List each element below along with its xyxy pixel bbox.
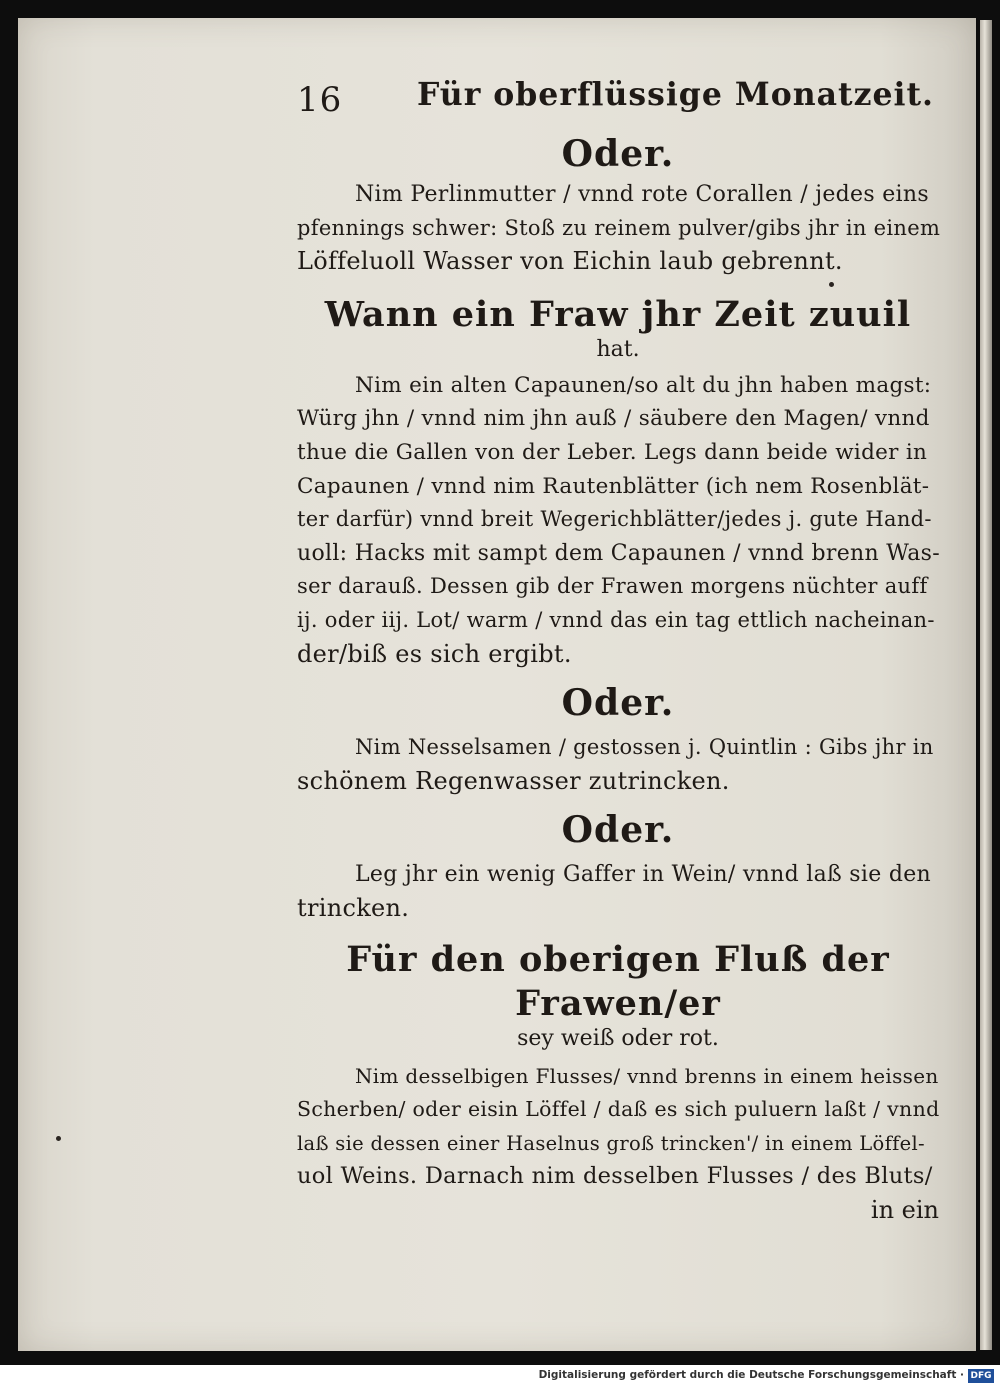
page-number: 16	[297, 80, 343, 120]
catchword: in ein	[870, 1195, 939, 1224]
text-line: ij. oder iij. Lot/ warm / vnnd das ein tag ettlich nacheinan-	[297, 607, 935, 632]
paragraph	[297, 731, 939, 798]
paragraph	[297, 178, 939, 279]
section-heading: Oder.	[561, 809, 675, 852]
text-line: ser darauß. Dessen gib der Frawen morgens nüchter auff	[297, 574, 928, 599]
text-line: schönem Regenwasser zutrincken.	[297, 766, 730, 795]
paragraph	[297, 369, 939, 671]
section-heading: Wann ein Fraw jhr Zeit zuuil	[324, 293, 912, 335]
text-line: Scherben/ oder eisin Löffel / daß es sich puluern laßt / vnnd	[297, 1097, 940, 1122]
section-subheading: sey weiß oder rot.	[517, 1025, 719, 1051]
section-oberigen-fluss	[297, 938, 939, 1228]
section-heading: Oder.	[561, 133, 675, 175]
ink-speck	[829, 282, 834, 287]
text-line: thue die Gallen von der Leber. Legs dann beide wider in	[297, 439, 928, 465]
section-subheading: hat.	[596, 336, 640, 362]
text-line: Löffeluoll Wasser von Eichin laub gebrennt.	[297, 247, 843, 276]
text-line: trincken.	[297, 893, 410, 922]
section-oder-1	[297, 132, 939, 279]
text-line: Nim ein alten Capaunen/so alt du jhn haben magst:	[355, 372, 932, 398]
text-line: Nim Perlinmutter / vnnd rote Corallen / jedes eins	[355, 182, 929, 207]
text-line: uol Weins. Darnach nim desselben Flusses / des Bluts/	[297, 1163, 933, 1190]
page-text	[297, 72, 939, 1227]
dfg-logo: DFG	[968, 1369, 994, 1383]
footer-bar	[0, 1366, 1000, 1387]
text-line: Leg jhr ein wenig Gaffer in Wein/ vnnd laß sie den	[355, 862, 931, 888]
running-title: Für oberflüssige Monatzeit.	[417, 76, 934, 113]
page-edge	[980, 20, 992, 1350]
text-line: Nim desselbigen Flusses/ vnnd brenns in einem heissen	[355, 1063, 939, 1088]
funding-credit: Digitalisierung gefördert durch die Deutsche Forschungsgemeinschaft ·	[538, 1369, 964, 1381]
ink-speck	[56, 1136, 61, 1141]
text-line: Nim Nesselsamen / gestossen j. Quintlin : Gibs jhr in	[355, 735, 934, 760]
text-line: uoll: Hacks mit sampt dem Capaunen / vnnd brenn Was-	[297, 540, 941, 566]
section-oder-2	[297, 681, 939, 798]
paragraph	[297, 1060, 939, 1194]
text-line: laß sie dessen einer Haselnus groß trincken'/ in einem Löffel-	[297, 1131, 925, 1155]
text-line: pfennings schwer: Stoß zu reinem pulver/gibs jhr in einem	[297, 215, 941, 240]
section-heading: Oder.	[561, 682, 675, 725]
text-line: ter darfür) vnnd breit Wegerichblätter/jedes j. gute Hand-	[297, 507, 932, 532]
section-oder-3	[297, 808, 939, 925]
section-zeit-zuuil	[297, 293, 939, 671]
paragraph	[297, 858, 939, 925]
text-line: Würg jhn / vnnd nim jhn auß / säubere den Magen/ vnnd	[297, 406, 930, 432]
page-header	[297, 72, 939, 132]
text-line: Capaunen / vnnd nim Rautenblätter (ich nem Rosenblät-	[297, 473, 930, 499]
section-heading: Für den oberigen Fluß der Frawen/er	[346, 938, 890, 1024]
text-line: der/biß es sich ergibt.	[297, 639, 572, 668]
